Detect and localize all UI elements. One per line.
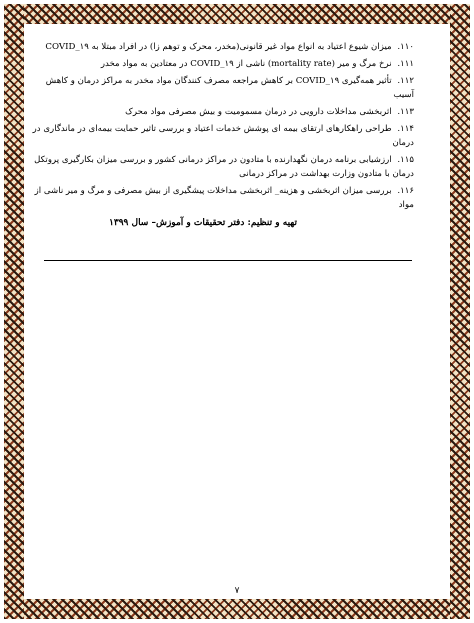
list-item <box>32 40 414 54</box>
list-item <box>32 57 414 71</box>
page-number: ۷ <box>234 586 240 596</box>
item-text: میزان شیوع اعتیاد به انواع مواد غیر قانونی(مخدر، محرک و توهم زا) در افراد مبتلا به COVID_۱۹ <box>45 42 392 52</box>
list-item <box>32 153 414 181</box>
ornamental-border-bottom <box>4 599 470 619</box>
list-item <box>32 105 414 119</box>
item-number: ۱۱۶. <box>397 186 414 196</box>
ornamental-border-left <box>4 4 24 619</box>
item-number: ۱۱۲. <box>397 76 414 86</box>
item-number: ۱۱۳. <box>397 107 414 117</box>
item-number: ۱۱۱. <box>397 59 414 69</box>
list-item <box>32 74 414 102</box>
item-text: اثربخشی مداخلات دارویی در درمان مسمومیت و بیش مصرفی مواد محرک <box>125 107 392 117</box>
item-text: طراحی راهکارهای ارتقای بیمه ای پوشش خدمات اعتیاد و بررسی تاثیر حمایت بیمه‌ای در ماندگاری در درمان <box>32 124 414 148</box>
item-number: ۱۱۴. <box>397 124 414 134</box>
item-text: بررسی میزان اثربخشی و هزینه_ اثربخشی مداخلات پیشگیری از بیش مصرفی و مرگ و میر ناشی از مواد <box>34 186 414 210</box>
item-text: ارزشیابی برنامه درمان نگهدارنده با متادون در مراکز درمانی کشور و بررسی میزان بکارگیری پروتکل درمان با متادون وزارت بهداشت در مراکز درمانی <box>34 155 414 179</box>
item-number: ۱۱۰. <box>397 42 414 52</box>
item-text: تأثیر همه‌گیری COVID_۱۹ بر کاهش مراجعه مصرف کنندگان مواد مخدر به مراکز درمان و کاهش آسیب <box>45 76 414 100</box>
item-text: نرخ مرگ و میر (mortality rate) ناشی از COVID_۱۹ در معتادین به مواد مخدر <box>100 59 392 69</box>
prepared-by-line: تهیه و تنظیم: دفتر تحقیقات و آموزش– سال ۱۳۹۹ <box>109 218 297 228</box>
item-number: ۱۱۵. <box>397 155 414 165</box>
separator-line <box>44 260 412 261</box>
research-topics-list <box>32 40 414 230</box>
ornamental-border-right <box>450 4 470 619</box>
list-item <box>32 122 414 150</box>
list-item <box>32 184 414 212</box>
ornamental-border-top <box>4 4 470 24</box>
